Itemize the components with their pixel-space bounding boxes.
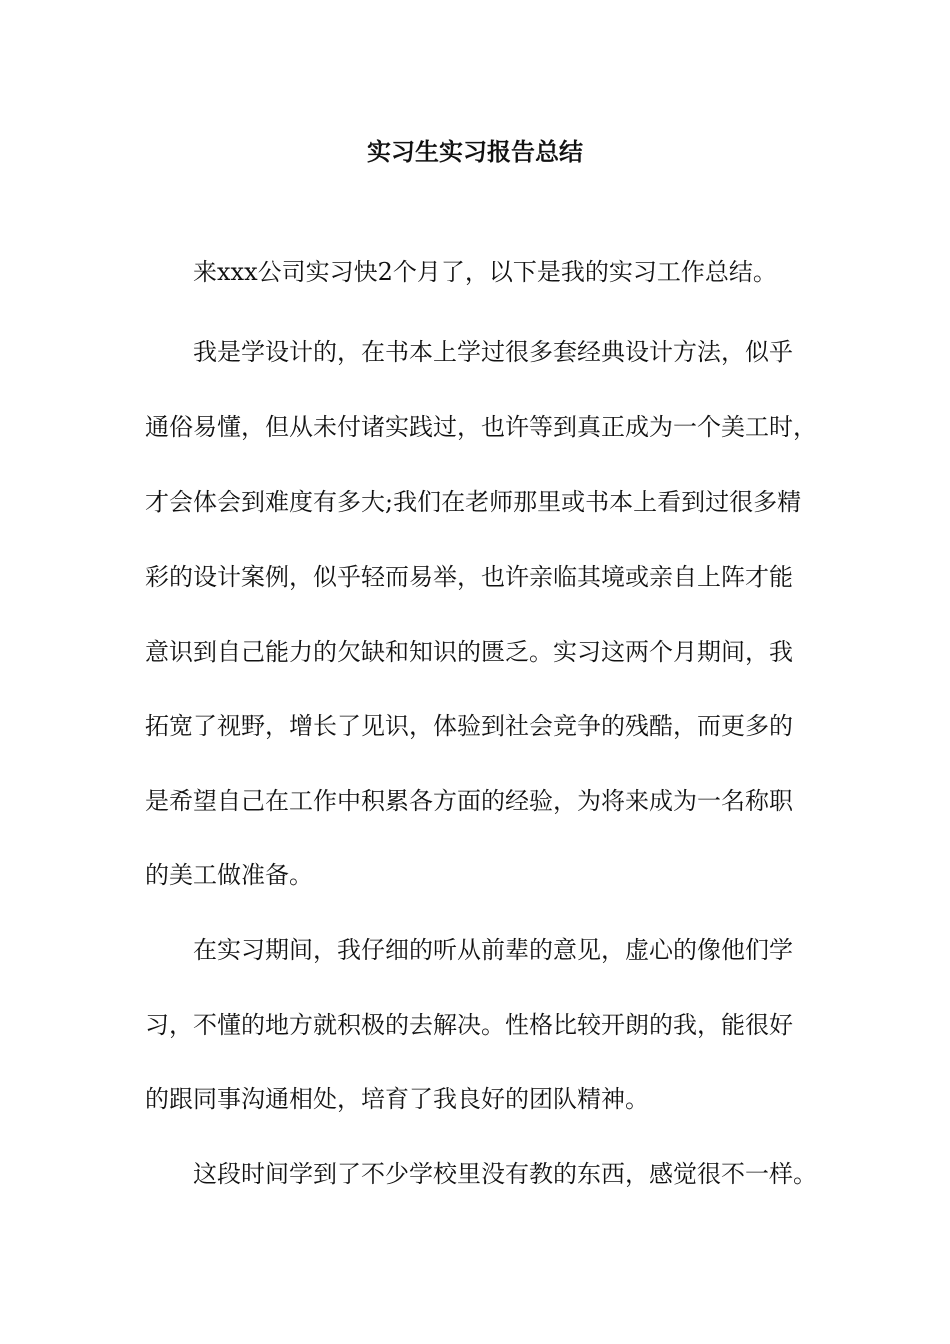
paragraph-2-line-4: 彩的设计案例，似乎轻而易举，也许亲临其境或亲自上阵才能 xyxy=(145,563,793,591)
paragraph-2-line-7: 是希望自己在工作中积累各方面的经验，为将来成为一名称职 xyxy=(145,787,793,815)
paragraph-2-line-6: 拓宽了视野，增长了见识，体验到社会竞争的残酷，而更多的 xyxy=(145,712,793,740)
paragraph-2-line-3: 才会体会到难度有多大;我们在老师那里或书本上看到过很多精 xyxy=(145,488,802,516)
paragraph-3-line-2: 习，不懂的地方就积极的去解决。性格比较开朗的我，能很好 xyxy=(145,1011,793,1039)
paragraph-3-line-1: 在实习期间，我仔细的听从前辈的意见，虚心的像他们学 xyxy=(193,936,793,964)
paragraph-2-line-2: 通俗易懂，但从未付诸实践过，也许等到真正成为一个美工时， xyxy=(145,413,817,441)
page-title: 实习生实习报告总结 xyxy=(367,137,583,166)
paragraph-3-line-3: 的跟同事沟通相处，培育了我良好的团队精神。 xyxy=(145,1085,649,1113)
paragraph-2-line-5: 意识到自己能力的欠缺和知识的匮乏。实习这两个月期间，我 xyxy=(145,638,793,666)
paragraph-2-line-1: 我是学设计的，在书本上学过很多套经典设计方法，似乎 xyxy=(193,338,793,366)
paragraph-1-line-1: 来xxx公司实习快2个月了，以下是我的实习工作总结。 xyxy=(193,258,777,286)
paragraph-4-line-1: 这段时间学到了不少学校里没有教的东西，感觉很不一样。 xyxy=(193,1160,817,1188)
paragraph-2-line-8: 的美工做准备。 xyxy=(145,861,313,889)
